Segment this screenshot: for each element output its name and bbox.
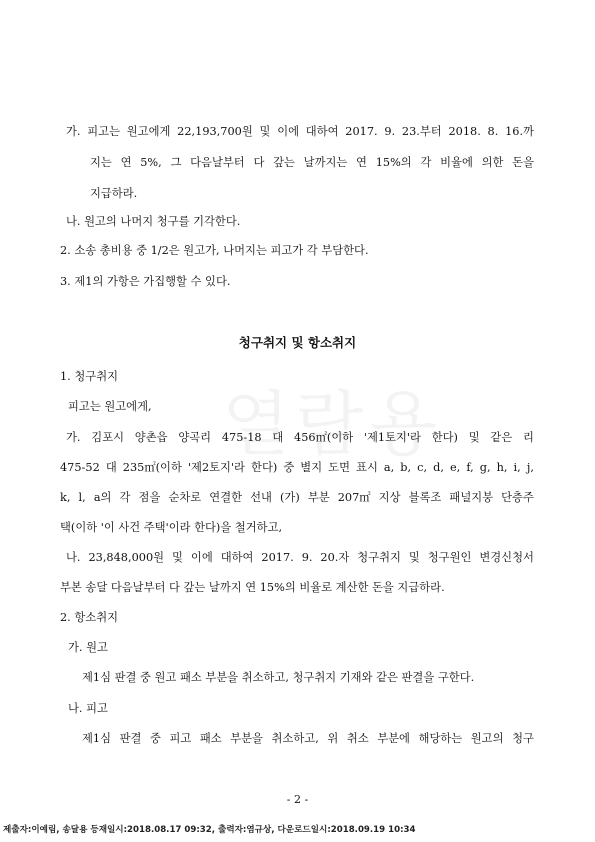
judgment-item2: 2. 소송 총비용 중 1/2은 원고가, 나머지는 피고가 각 부담한다.	[60, 244, 369, 257]
judgment-a-line2	[90, 155, 534, 171]
word: 연	[120, 156, 132, 169]
word: 청구원인	[427, 551, 472, 564]
word: 한다)	[251, 461, 278, 474]
word: 취소하고,	[271, 732, 319, 745]
word: 선내	[250, 491, 272, 504]
word: 판결	[119, 732, 142, 745]
word: 원고에게	[126, 125, 171, 138]
word: 비율에	[440, 156, 473, 169]
word: 가.	[66, 431, 81, 444]
claim-b-line1	[66, 550, 534, 566]
word: k,	[60, 491, 71, 504]
word: a,	[383, 461, 395, 474]
judgment-item3: 3. 제1의 가항은 가집행할 수 있다.	[60, 275, 231, 288]
word: 15%의	[375, 156, 412, 169]
word: 부분을	[230, 732, 263, 745]
word: 대하여	[305, 125, 339, 138]
word: 블록조	[408, 491, 442, 504]
word: 한다)	[431, 431, 458, 444]
word: 갚는	[273, 156, 295, 169]
word: 부분	[307, 491, 330, 504]
word: 2017.	[261, 551, 294, 564]
word: 같은	[490, 431, 513, 444]
word: e,	[450, 461, 461, 474]
word: 위	[327, 732, 339, 745]
word: 9.	[384, 125, 396, 138]
judgment-a-line3: 지급하라.	[90, 187, 138, 200]
word: 제1심	[82, 732, 112, 745]
word: 각	[119, 491, 131, 504]
word: 피고	[169, 732, 192, 745]
judgment-b: 나. 원고의 나머지 청구를 기각한다.	[66, 215, 241, 228]
watermark	[222, 368, 443, 469]
word: 날까지는	[303, 156, 348, 169]
word: 취소	[346, 732, 369, 745]
word: 23,848,000원	[88, 551, 165, 564]
claim-b-line2: 부본 송달 다음날부터 다 갚는 날까지 연 15%의 비율로 계산한 돈을 지급하라.	[60, 581, 445, 594]
word: (가)	[280, 491, 300, 504]
word: 리	[523, 431, 534, 444]
word: 5%,	[140, 156, 162, 169]
word: 의한	[481, 156, 504, 169]
word: a의	[93, 491, 112, 504]
word: 돈을	[512, 156, 534, 169]
word: 나.	[66, 551, 81, 564]
word: 9.	[301, 551, 313, 564]
claim-a-line2	[60, 460, 534, 476]
word: 연결한	[209, 491, 243, 504]
word: 피고는	[87, 125, 121, 138]
word: 별지	[300, 461, 323, 474]
word: 연	[356, 156, 367, 169]
word: 순차로	[168, 491, 202, 504]
word: 및	[172, 551, 183, 564]
word: 양촌읍	[134, 431, 168, 444]
word: 부분에	[377, 732, 410, 745]
word: '제1토지'라	[363, 431, 421, 444]
word: 및	[408, 551, 420, 564]
word: 대	[272, 431, 284, 444]
claim-intro: 피고는 원고에게,	[68, 400, 152, 413]
word: 해당하는	[418, 732, 463, 745]
word: 이에	[277, 125, 300, 138]
word: 475-52	[60, 461, 100, 474]
word: i,	[513, 461, 521, 474]
word: 표시	[356, 461, 378, 474]
word: b,	[400, 461, 412, 474]
word: 22,193,700원	[177, 125, 253, 138]
word: 점을	[138, 491, 161, 504]
word: 패소	[199, 732, 222, 745]
claim-a-line4: 택(이하 '이 사건 주택'이라 한다)을 철거하고,	[60, 521, 283, 534]
footer-metadata: 제출자:이예림, 송달용 등재일시:2018.08.17 09:32, 출력자:염규상, 다운로드일시:2018.09.19 10:34	[3, 825, 416, 835]
word: 대	[105, 461, 117, 474]
word: '제2토지'라	[187, 461, 245, 474]
word: h,	[496, 461, 508, 474]
word: 23.부터	[401, 125, 442, 138]
word: 다음날부터	[190, 156, 245, 169]
appeal-b-label: 나. 피고	[68, 702, 108, 715]
word: 207㎡	[337, 491, 371, 504]
word: 도면	[328, 461, 350, 474]
word: 중	[149, 732, 161, 745]
word: 패널지붕	[449, 491, 494, 504]
word: 지는	[90, 156, 112, 169]
word: 235㎡(이하	[122, 461, 182, 474]
claim-heading: 1. 청구취지	[60, 370, 119, 383]
word: 지상	[378, 491, 401, 504]
word: 이에	[190, 551, 213, 564]
word: 475-18	[221, 431, 262, 444]
word: 2018.	[448, 125, 481, 138]
word: 원고의	[470, 732, 504, 745]
appeal-a-label: 가. 원고	[68, 641, 108, 654]
word: 및	[259, 125, 271, 138]
word: 김포시	[91, 431, 125, 444]
appeal-b-text	[82, 731, 534, 747]
section-title: 청구취지 및 항소취지	[238, 335, 357, 350]
word: g,	[479, 461, 491, 474]
judgment-a-line1	[66, 124, 534, 140]
claim-a-line1	[66, 430, 534, 446]
word: 청구취지	[357, 551, 401, 564]
word: 456㎡(이하	[294, 431, 354, 444]
word: 각	[420, 156, 432, 169]
word: 20.자	[320, 551, 350, 564]
word: f,	[466, 461, 474, 474]
appeal-a-text: 제1심 판결 중 원고 패소 부분을 취소하고, 청구취지 기재와 같은 판결을 구한다.	[82, 671, 475, 684]
word: d,	[433, 461, 444, 474]
word: 중	[283, 461, 295, 474]
page-number: - 2 -	[286, 793, 309, 806]
word: 및	[468, 431, 480, 444]
word: 단층주	[501, 491, 534, 504]
word: 16.까	[505, 125, 534, 138]
word: 대하여	[220, 551, 254, 564]
word: 2017.	[345, 125, 378, 138]
word: l,	[78, 491, 86, 504]
word: 그	[170, 156, 182, 169]
word: 변경신청서	[479, 551, 534, 564]
word: c,	[417, 461, 428, 474]
claim-a-line3	[60, 490, 534, 506]
word: 8.	[487, 125, 499, 138]
word: 청구	[512, 732, 534, 745]
appeal-heading: 2. 항소취지	[60, 611, 119, 624]
word: 다	[253, 156, 265, 169]
word: 양곡리	[178, 431, 212, 444]
word: 가.	[66, 125, 81, 138]
word: j,	[526, 461, 534, 474]
